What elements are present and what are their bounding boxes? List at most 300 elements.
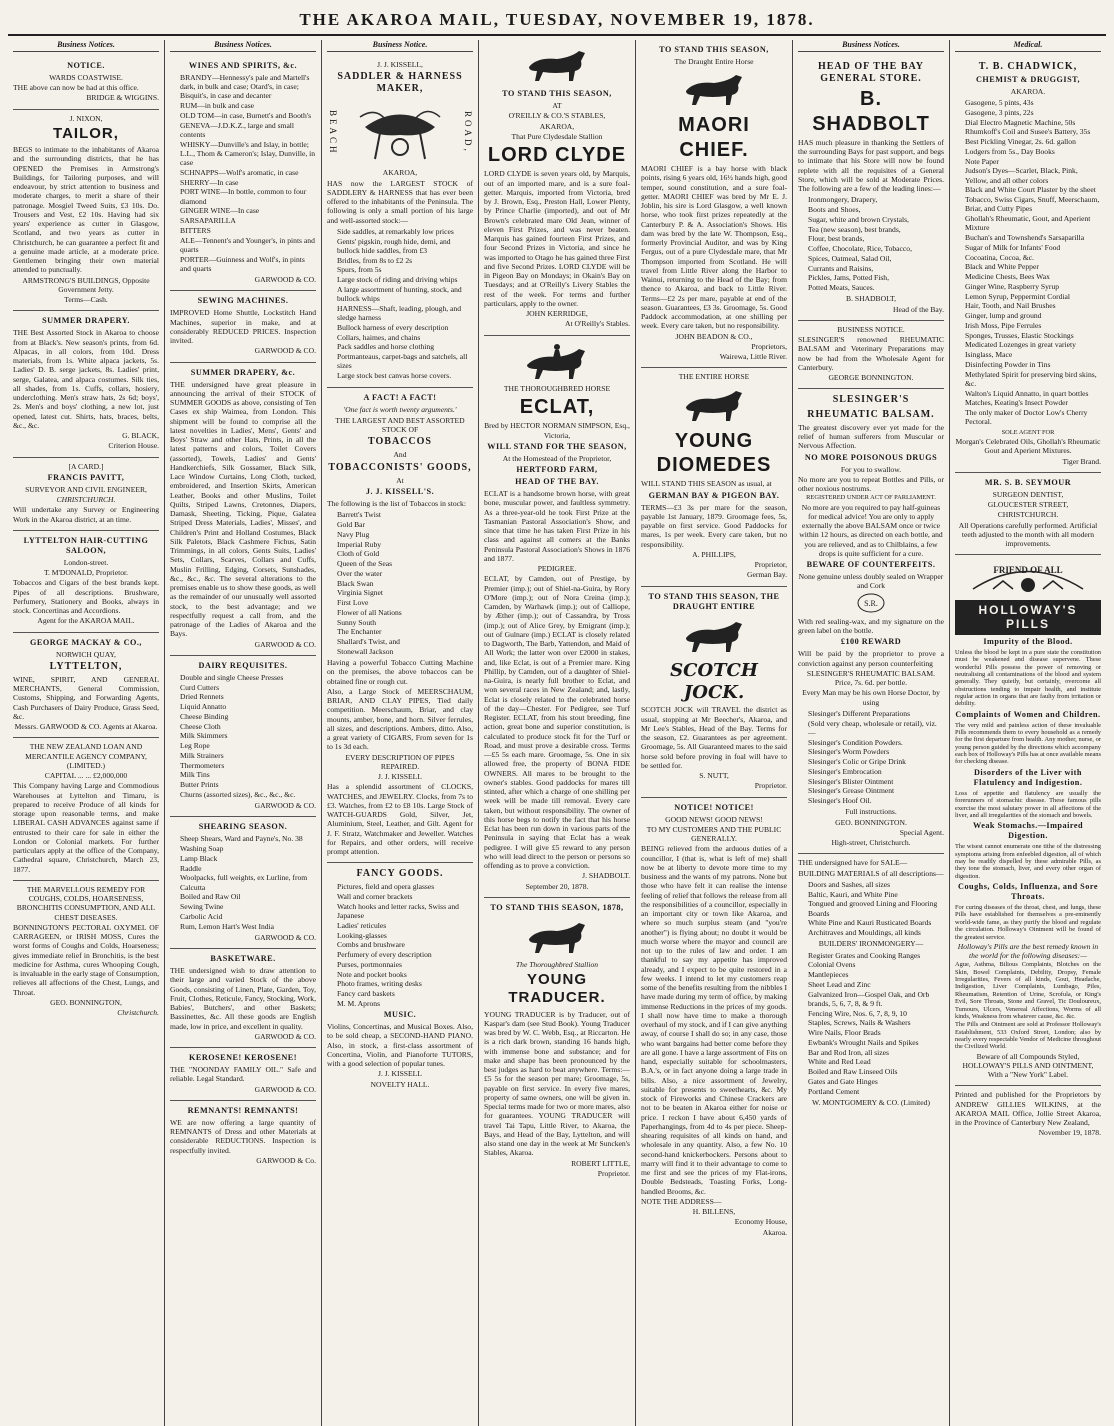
music-title: MUSIC. (383, 1010, 417, 1020)
list-item: Barrett's Twist (337, 510, 381, 520)
list-item: Tongued and grooved Lining and Flooring Boards (808, 899, 938, 918)
ad-body: LORD CLYDE is seven years old, by Marquis, out of an imported mare, and is a sure foal-getter. Marquis, imported from Victoria, bred by J. Brown, Esq., Preston Hall, Lower Plenty, by Prince Charlie (imported), and out of Mr Brown's celebrated mare Old Jean, winner of eleven First Prizes, and was never beaten. Marquis has gained fourteen First Prizes, and four Second Prizes in Victoria, and since he was imported to Otago he has gained three First and five Second Prizes. LORD CLYDE will be in Pigeon Bay on Mondays; in Okain's Bay on Tuesdays; and at O'Reilly's Livery Stables the rest of the week. For terms and further particulars, apply to the owner. (484, 169, 630, 308)
ad-signature: ROBERT LITTLE, (571, 1158, 630, 1168)
ad-title: WINES AND SPIRITS, &c. (188, 60, 298, 70)
side-label-left: BEACH (327, 109, 338, 156)
list-item: Side saddles, at remarkably low prices (337, 226, 454, 236)
ad-title: TAILOR, (53, 124, 119, 142)
list-item: Buchan's and Townshend's Sarsaparilla (965, 233, 1085, 243)
ad-trade: SADDLER & HARNESS MAKER, (337, 71, 463, 95)
ad-role: SURGEON DENTIST, (992, 489, 1064, 499)
list-item: WHISKY—Dunville's and Islay, in bottle; L.L., Thom & Cameron's; Islay, Dunville, in case (180, 139, 316, 167)
ad-title: LYTTELTON HAIR-CUTTING SALOON, (23, 535, 149, 555)
section-heading: Disorders of the Liver with Flatulency and Indigestion. (973, 767, 1083, 787)
tobacco-ad (327, 388, 473, 863)
ad-body: Having a powerful Tobacco Cutting Machine on the premises, the above tobaccos can be obtained fine or rough cut. (327, 658, 473, 686)
tailor-ad (13, 110, 159, 312)
ad-signature: W. MONTGOMERY & CO. (Limited) (812, 1097, 930, 1107)
saddler-ad (327, 56, 473, 389)
list-item: Lemon Syrup, Peppermint Cordial (965, 291, 1071, 301)
tobacco-list (327, 510, 473, 656)
list-item: Disinfecting Powder in Tins (965, 359, 1051, 369)
ad-horse-name: ECLAT, (519, 395, 595, 418)
list-item: Cheese Cloth (180, 721, 221, 731)
ad-and: And (393, 450, 407, 460)
pedigree-body: ECLAT, by Camden, out of Prestige, by Premier (imp.); out of Shiel-na-Guira, by Rory O'More (imp.); out of Nora Creina (imp.); Camden, by Warhawk (imp.); out of Calliope, by Æther (imp.); out of Cassandra, by Tross (imp.); out of Alice Grey, by Emigrant (imp.); out of Gulnare (imp.) ECLAT is closely related to Dagworth, The Barb, Yattendon, and Maid of All Work; the latter won over £2000 in stakes, and, like Eclat, is out of a Premier mare. King Phillip, by Camden, out of a daughter of Shiel-na-Guira, is nearly full brother to Eclat, and won several races in New Zealand; and, lastly, Eclat is closely related to the celebrated horse of the day—Chester. For Pedigree, see Turf Register. ECLAT, from his stout breeding, fine action, great bone and superior constitution, is calculated to produce stock fit for the Turf or Road, and must prove a desirable cross. Terms—£5 5s each mare. Groomage, 5s. One in six allowed free, the property of BONA FIDE OWNERS. All mares to be brought to the owner's stables. Good paddocks for mares till stinted, after which a charge of one shilling per week will be made till removal. Every care taken, but without responsibility. The owner of this horse begs to notify the fact that his horse Eclat has been run down in various parts of the Peninsula in saying that Eclat has a weak pedigree. I will give £5 reward to any person who will lead direct to the person or persons so offending as to prove a conviction. (484, 574, 630, 871)
list-item: Lamp Black (180, 853, 218, 863)
ad-body: BEGS to intimate to the inhabitants of Akaroa and the surrounding districts, that he has OPENED the Premises in Armstrong's Buildings, for Tailoring purposes, and will endeavour, by strict attention to business and moderate charges, to merit a share of their patronage. Mosgiel Tweed Suits, £3 10s. Do. Trousers and Vest, £2 10s. Having had six years' experience as cutter in Glasgow, Scotland, and two years as cutter in Christchurch, he can guarantee a perfect fit and a genuine made article, at a moderate price. Gentlemen bringing their own material attended to punctually. (13, 145, 159, 275)
ad-town: LYTTELTON, (49, 660, 123, 672)
ad-street: GLOUCESTER STREET, (987, 500, 1069, 510)
imprint-body: Printed and published for the Proprietors by ANDREW GILLIES WILKINS, at the AKAROA MAIL Office, Jollie Street Akaroa, in the Province of Canterbury New Zealand, (955, 1090, 1101, 1128)
ad-agent: Agent for the AKAROA MAIL. (37, 616, 135, 626)
ad-role: Proprietors, (751, 341, 787, 351)
ad-body: THE undersigned wish to draw attention to their large and varied Stock of the above Goods, consisting of Linen, Plate, Garden, Toy, Fruit, Clothes, Reticule, Fancy, Stocking, Work, Babies', Butchers', and other Baskets; Bassinettes, &c. All these goods are English made, low in price, and excellent in quality. (170, 966, 316, 1031)
ad-intro: THE undersigned have for SALE— (798, 858, 908, 868)
list-item: Fancy card baskets (337, 989, 395, 999)
list-item: Watch hooks and letter racks, Swiss and Japanese (337, 901, 459, 921)
horse-icon (674, 385, 754, 425)
list-item: Currants and Raisins, (808, 263, 874, 273)
list-item: Double and single Cheese Presses (180, 672, 284, 682)
saddle-icon (355, 97, 445, 167)
list-item: GENEVA—J.D.K.Z., large and small contents (180, 120, 295, 139)
scotch-jock-ad (641, 587, 787, 798)
ad-place: At O'Reilly's Stables. (565, 319, 630, 329)
list-item: Slesinger's Hoof Oil. (808, 796, 872, 806)
horse-icon (674, 69, 754, 109)
ad-signature: J. SHADBOLT. (582, 871, 630, 881)
maori-chief-ad (641, 40, 787, 368)
list-item: Virginia Signet (337, 588, 384, 598)
general-store-ad (798, 56, 944, 321)
ad-name: FRANCIS PAVITT, (47, 472, 125, 482)
section-body: Loss of appetite and flatulency are usually the forerunners of stomachic disease. These famous pills exercise the most salutary power in all affections of the liver, and all irregularities of the stomach and bowels. (955, 789, 1101, 819)
ad-signature: JOHN KERRIDGE, (526, 309, 588, 319)
list-item: Portmanteaus, carpet-bags and satchels, all sizes (337, 352, 468, 371)
ad-address: ARMSTRONG'S BUILDINGS, Opposite Government Jetty. (22, 275, 150, 294)
column-heading: Medical. (955, 40, 1101, 52)
ad-title: BASKETWARE. (210, 954, 276, 963)
list-item: Gasogene, 5 pints, 43s (965, 98, 1034, 108)
summer-drapery-ad (170, 363, 316, 656)
ad-intro: The following is the list of Tobaccos in stock: (327, 499, 466, 508)
list-item: Spices, Oatmeal, Salad Oil, (808, 253, 892, 263)
ad-terms: Terms—Cash. (64, 295, 108, 305)
column-heading: Business Notice. (327, 40, 473, 52)
ad-sub: The Thoroughbred Stallion (515, 959, 599, 969)
ad-title: SHEARING SEASON. (198, 822, 288, 832)
ad-quay: NORWICH QUAY, (56, 649, 116, 659)
ad-title: [A CARD.] (68, 461, 104, 471)
horse-icon (517, 45, 597, 85)
list-item: Raddle (180, 863, 202, 873)
list-item: Note Paper (965, 156, 999, 166)
dairy-list (170, 673, 316, 799)
ad-terms: TERMS—£3 3s per mare for the season, payable 1st January, 1879. Groomage fees, 5s, payable on first service. Good Paddocks for mares, 1s per week. Every care taken, but no responsibility. (641, 502, 787, 549)
list-item: PORT WINE—In bottle, common to four diamond (180, 187, 307, 206)
notice-ad (13, 56, 159, 110)
ad-role: SURVEYOR AND CIVIL ENGINEER, (25, 484, 147, 494)
list-item: M. M. Aprons (337, 998, 381, 1008)
ad-house: Economy House, (734, 1217, 787, 1227)
wines-ad (170, 56, 316, 292)
dairy-ad (170, 656, 316, 818)
list-item: Churns (assorted sizes), &c., &c., &c. (180, 789, 296, 799)
ad-role: Proprietor, (754, 560, 787, 570)
list-item: Colonial Ovens (808, 960, 856, 970)
pipes-body: Also, a Large Stock of MEERSCHAUM, BRIAR, AND CLAY PIPES, Tied daily competition. Meerschaum, Briar, and clay mounts, amber, bone, and horn. Silver ferrules, all sizes, and descriptions. Ambers, ditto. Also, a great variety of CIGARS, From seven for 1s to 1s 3d each. (327, 686, 473, 752)
column-heading: Business Notices. (170, 40, 316, 52)
list-item: Hair, Tooth, and Nail Brushes (965, 301, 1056, 311)
list-item: Slesinger's Condition Powders. (808, 737, 903, 747)
section-heading: Weak Stomachs.—Impaired Digestion. (972, 821, 1084, 841)
ad-where: GERMAN BAY & PIGEON BAY. (648, 490, 780, 500)
list-item: Large stock of riding and driving whips (337, 275, 458, 285)
balsam-ad (798, 389, 944, 854)
list-item: Large stock best canvas horse covers. (337, 371, 452, 381)
list-item: Best Pickling Vinegar, 2s. 6d. gallon (965, 137, 1076, 147)
ad-at: At (396, 475, 404, 485)
ad-body-4: With red sealing-wax, and my signature on the green label on the bottle. (798, 616, 944, 636)
list-item: Dried Rennets (180, 692, 224, 702)
ad-town: AKAROA, (539, 121, 575, 131)
emblem-icon (963, 559, 1093, 595)
ad-farm: HERTFORD FARM, (516, 465, 598, 475)
list-item: Note and pocket books (337, 969, 407, 979)
list-item: Methylated Spirit for preserving bird skins, &c. (965, 369, 1097, 388)
ad-title: HEAD OF THE BAY GENERAL STORE. (817, 60, 925, 84)
ad-body-3: No more are you required to pay half-guineas for medical advice! You are only to apply externally the above BALSAM once or twice within 12 hours, as directed on each bottle, and you are relieved, and as to Chilblains, a few drops is quite sufficient for a cure. (799, 502, 943, 558)
list-item: First Love (337, 598, 369, 607)
section-body: The wisest cannot enumerate one tithe of the distressing symptoms arising from enfeebled digestion, all of which may be readily dispelled by these admirable Pills, as they tone the stomach, liver, and every other organ of digestion. (955, 843, 1101, 880)
list-item: Mantlepieces (808, 970, 849, 980)
list-item: Purses, portmonnaies (337, 959, 402, 969)
list-item: Curd Cutters (180, 682, 220, 692)
store-list (798, 195, 944, 292)
list-item: Milk Strainers (180, 750, 224, 760)
list-item: Gates and Gate Hinges (808, 1076, 878, 1086)
saddle-cut-row (327, 97, 473, 167)
list-item: Register Grates and Cooking Ranges (808, 950, 921, 960)
ad-heading-2: TOBACCONISTS' GOODS, (328, 461, 472, 473)
list-item: Stonewall Jackson (337, 646, 394, 656)
ad-horse-name: YOUNG TRADUCER. (508, 971, 606, 1007)
list-item: Rum, Lemon Hart's West India (180, 921, 275, 931)
ad-hall: NOVELTY HALL. (370, 1079, 430, 1089)
list-item: Boiled and Raw Oil (180, 892, 241, 902)
ad-name: T. B. CHADWICK, (978, 60, 1078, 72)
ad-signature: J. J. KISSELL (378, 1069, 422, 1079)
horse-icon (517, 917, 597, 957)
ad-note: NOTE THE ADDRESS— (641, 1196, 722, 1206)
list-item: Boots and Shoes, (808, 205, 861, 215)
ad-sub: THE LARGEST AND BEST ASSORTED STOCK OF (335, 415, 465, 434)
ad-signature: GARWOOD & CO. (254, 1031, 316, 1041)
ad-proprietor: T. M'DONALD, Proprietor. (43, 568, 129, 578)
ad-signature: H. BILLENS, (692, 1207, 736, 1217)
ad-for: For you to swallow. (840, 464, 902, 474)
ad-bay: HEAD OF THE BAY. (515, 477, 599, 487)
ad-title: DAIRY REQUISITES. (198, 660, 288, 670)
list-item: Medicine Chests, Bees Wax (965, 272, 1050, 282)
ad-signature: GARWOOD & Co. (256, 1155, 316, 1165)
ad-body: BONNINGTON'S PECTORAL OXYMEL OF CARRAGEEN, or IRISH MOSS, Cures the worst forms of Coughs and Colds, Hoarseness; gives immediate relief in Bronchitis, is the best medicine for Asthma, cures Whooping Cough, is invaluable in the early stage of Consumption, relieves all affections of the Chest, Lungs, and Throat. (13, 922, 159, 997)
ad-sub: GOOD NEWS! GOOD NEWS! (665, 814, 763, 824)
ad-signature: GARWOOD & CO. (254, 346, 316, 356)
list-item: ALE—Tennent's and Younger's, in pints and quarts (180, 235, 315, 254)
ad-horse-name: SCOTCH JOCK. (670, 659, 758, 703)
ironmongery-title: BUILDERS' IRONMONGERY— (818, 939, 924, 949)
list-item: Judson's Dyes—Scarlet, Black, Pink, Yellow, and all other colors (965, 166, 1078, 185)
column-6 (793, 40, 950, 1426)
list-item: A large assortment of hunting, stock, and bullock whips (337, 284, 462, 304)
list-item: Imperial Ruby (337, 539, 382, 549)
ad-town: Akaroa. (762, 1227, 787, 1237)
list-item: Washing Soap (180, 844, 224, 853)
ad-body: WINE, SPIRIT, AND GENERAL MERCHANTS, General Commission, Customs, Shipping, and Forwarding Agents, Cash Purchasers of Dairy Produce, Grass Seed, &c. (13, 674, 159, 721)
ad-reward: £100 REWARD (840, 637, 902, 647)
list-item: Butter Prints (180, 780, 219, 789)
list-item: Staples, Screws, Nails & Washers (808, 1018, 911, 1028)
list-item: Leg Rope (180, 741, 210, 750)
list-item: Tobacco, Swiss Cigars, Snuff, Meerschaum, Briar, and Cutty Pipes (965, 195, 1100, 214)
horse-cut (641, 614, 787, 658)
list-item: Pickles, Jams, Potted Fish, (808, 273, 890, 283)
section-heading: Coughs, Colds, Influenza, and Sore Throats. (958, 882, 1098, 902)
ad-address: High-street, Christchurch. (831, 838, 911, 848)
ad-place: Criterion House. (108, 441, 159, 451)
sewing-ad (170, 291, 316, 362)
seal-text: S.R. (864, 598, 878, 608)
ad-agent-body: Morgan's Celebrated Oils, Ghollah's Rheumatic Gout and Aperient Mixtures. (955, 437, 1101, 456)
list-item: Sugar of Milk for Infants' Food (965, 242, 1061, 252)
list-item: PORTER—Guinness and Wolf's, in pints and quarts (180, 254, 305, 273)
ad-place: Head of the Bay. (893, 304, 944, 314)
ad-title: TO STAND THIS SEASON, 1878, (490, 902, 624, 912)
list-item: SARSAPARILLA (180, 216, 236, 225)
list-item: Rhumkoff's Coil and Susee's Battery, 35s (965, 127, 1091, 137)
list-item: Milk Skimmers (180, 731, 228, 741)
mackay-ad (13, 633, 159, 739)
list-item: SHERRY—In case (180, 177, 239, 187)
list-item: Ladies' reticules (337, 920, 387, 930)
ad-name: J. J. KISSELL'S. (365, 487, 435, 496)
list-item: Ginger, lump and ground (965, 311, 1042, 321)
ad-quote: 'One fact is worth twenty arguments.' (343, 405, 457, 415)
ad-title: THE NEW ZEALAND LOAN AND MERCANTILE AGENCY COMPANY, (LIMITED.) (25, 742, 147, 770)
ad-name: B. SHADBOLT (812, 88, 930, 135)
ad-signature: A. PHILLIPS, (692, 549, 736, 559)
ad-role: Special Agent. (899, 827, 944, 837)
list-item: Architraves and Mouldings, all kinds (808, 928, 921, 938)
ad-town: AKAROA, (382, 168, 418, 178)
list-item: Gold Bar (337, 520, 366, 529)
list-item: Sunny South (337, 617, 377, 627)
ad-title: A FACT! A FACT! (363, 393, 437, 403)
list-item: Queen of the Seas (337, 559, 393, 568)
section-body: For curing diseases of the throat, chest, and lungs, these Pills have established for themselves a pre-eminently world-wide fame, as they purify the blood and regulate the circulation. Holloway's Ointment will be found of the greatest service. (955, 904, 1101, 941)
list-item: Lodgers from 5s., Day Books (965, 146, 1055, 156)
list-item: Flour, best brands, (808, 234, 865, 244)
ad-capital: CAPITAL ... ... £2,000,000 (44, 771, 128, 781)
list-item: Sugar, white and brown Crystals, (808, 214, 909, 224)
ad-title: REMNANTS! REMNANTS! (187, 1105, 299, 1115)
ad-body: ECLAT is a handsome brown horse, with great bone, muscular power, and faultless symmetry. As a three-year-old he took First Prize at the Tasmanian Pastoral Association's Show, and since that time he has taken First Prize in his class and against all comers at the Banks Peninsula Pastoral Association's Shows in 1876 and 1877. (484, 489, 630, 563)
remedy-ad (13, 881, 159, 1024)
list-item: Ewbank's Wrought Nails and Spikes (808, 1037, 919, 1047)
ad-body: THE undersigned have great pleasure in announcing the arrival of their STOCK of SUMMER GOODS as above, consisting of Ten Cases ex ship Waimea, from London. This shipment will be found to comprise all the latest novelties in Ladies', Mens', Gents' and Boys' Straw and other Hats, Prints, in all the latest patterns and colors, Toilet Covers (assorted), Towels, Ladies' and Gents' Handkerchiefs, Silk Gossamer, Black Silk, Lace Window Curtains, Long Cloth, tucked, embroidered, and Insertion Skirts, American Leather, Books and other Muslins, Toilet Quilts, Striped Lawns, Cretonnes, Diapers, Damask, Sheeting, Ticking, Pique, Galatea Striped Dress Materials, Ladies', Misses', and Children's Print and Holland Costumes, Black Silk Paletots, Black Cashmere Fichus, Satin Trimmings, in all colors, Gents Suits, Ladies' Sets, Collars, Scarves, Collars and Cuffs, Muslin Frilling, Edging, Corsets, Sunshades, &c., &c., &c. The several alterations to the premises enable us to show these goods, as well as the remainder of our unusually well assorted stock, to the best advantage; and we respectfully request a call from, and the patronage of the Ladies of Akaroa and the Bays. (170, 379, 316, 639)
ad-stand: WILL STAND FOR THE SEASON, (487, 441, 627, 451)
ad-body: IMPROVED Home Shuttle, Lockstitch Hand Machines, superior in make, and at considerably REDUCED PRICES. Inspection invited. (170, 308, 316, 345)
list-item: GINGER WINE—In case (180, 206, 260, 216)
column-5 (636, 40, 793, 1426)
ad-street: London-street. (63, 557, 109, 567)
ad-body: SCOTCH JOCK will TRAVEL the district as usual, stopping at Mr Beecher's, Akaroa, and Mr Lee's Stables, Head of the Bay. Terms for the season, £2. Guarantees as per agreement. Groomage, 5s. All Guaranteed mares to the said horse sold before proving in foal will have to be settled for. (641, 705, 787, 770)
list-item: Spurs, from 5s (337, 265, 382, 275)
list-item: Walton's Liquid Annatto, in quart bottles (965, 388, 1089, 398)
list-item: Black and White Court Plaster by the sheet (965, 185, 1096, 195)
section-heading: Holloway's Pills are the best remedy known in the world for the following diseases:— (957, 941, 1099, 961)
ad-signature: S. NUTT, (699, 771, 729, 781)
list-item: Matches, Keating's Insect Powder (965, 398, 1069, 408)
ad-title: TO STAND THIS SEASON, (502, 89, 612, 98)
list-item: White Pine and Kauri Rusticated Boards (808, 918, 932, 928)
kerosene-ad (170, 1048, 316, 1101)
ad-body: THE Best Assorted Stock in Akaroa to choose from at Black's. New season's prints, from 6d. Alpacas, in all colors, from 10d. Dress materials, from 1s. White alpaca jackets, 5s. Ladies' D. B. serge jackets, 8s. Ladies' print, serge, Galatea, and alpaca costumes. Silk ties, all shades, from 1s. Cuffs, collars, hosiery, underclothing. Men's straw hats, 2s 6d; boys', 2s. Men's and boys' clothing, a new lot, just opened, latest cut. Shirts, hats, braces, belts, &c., &c. (13, 328, 159, 430)
ad-body: Will undertake any Survey or Engineering Work in the Akaroa district, at an time. (13, 505, 159, 524)
ad-signature: GARWOOD & CO. (254, 639, 316, 649)
ad-horse-name: YOUNG DIOMEDES (656, 429, 772, 476)
ad-at: At the Homestead of the Proprietor, (502, 453, 612, 463)
ad-name: MR. S. B. SEYMOUR (984, 477, 1072, 487)
ad-body: SLESINGER'S renowned RHEUMATIC BALSAM and Veterinary Preparations may now be had from the Wholesale Agent for Canterbury. (798, 335, 944, 372)
list-item: Black and White Pepper (965, 262, 1039, 272)
surveyor-card-ad (13, 458, 159, 531)
ad-title: KEROSENE! KEROSENE! (189, 1053, 297, 1062)
list-item: Portland Cement (808, 1086, 860, 1096)
ad-agent-label: SOLE AGENT FOR (1001, 428, 1055, 436)
list-item: Flower of all Nations (337, 607, 402, 617)
ad-body: MAORI CHIEF is a bay horse with black points, rising 6 years old, 16½ hands high, good temper, sound constitution, and a sure foal-getter. MAORI CHIEF was bred by Mr E. J. Joblin, his sire is Lord Glasgow, a well known horse, who took first prizes repeatedly at the Canterbury P. & A. Association's Shows. His dam was bred by the late W. Thompson, Esq., formerly Provincial Auditor, and was by King Fergus, out of a pure Clydesdale mare, that Mr Thompson imported from Scotland. He will travel from Little River along the Harbor to Wainui, returning to the Head of the Bay; from thence to Akaroa, and back to Little River. Terms—£2 2s per mare, payable at end of the season. Guarantees, £3 3s. Groomage, 5s. Good Paddock accommodation, at one shilling per week. Every care taken, but no responsibility. (641, 164, 787, 331)
ad-body: HAS much pleasure in thanking the Settlers of the surrounding Bays for past support, and begs to intimate that his Store will now be found replete with all the requisites of a General Store, which will be sold at Moderate Prices. The following are a few of the leading lines:— (798, 137, 944, 194)
ad-signature: GEO. BONNINGTON, (50, 997, 122, 1007)
ad-body: THE "NOONDAY FAMILY OIL." Safe and reliable. Legal Standard. (170, 1065, 316, 1084)
ad-signature: J. J. KISSELL (378, 772, 422, 781)
ad-place: German Bay. (747, 570, 787, 580)
ad-body-5: Will be paid by the proprietor to prove a conviction against any person counterfeiting (798, 649, 944, 668)
column-heading: Business Notices. (798, 40, 944, 52)
column-1 (8, 40, 165, 1426)
ad-price: SLESINGER'S RHEUMATIC BALSAM. Price, 7s. 6d. per bottle. (806, 668, 936, 688)
ad-body: Tobaccos and Cigars of the best brands kept. Pipes of all descriptions. Brushware, Perfumery, Stationery and Books, always in stock. Concertinas and Accordions. (13, 578, 159, 616)
pedigree-title: PEDIGREE. (537, 564, 577, 574)
ad-horse-name: LORD CLYDE (487, 144, 627, 166)
list-item: Shallard's Twist, and (337, 637, 400, 646)
ad-title: SUMMER DRAPERY. (42, 316, 130, 326)
list-item: OLD TOM—in case, Burnett's and Booth's (180, 110, 312, 120)
eclat-ad (484, 336, 630, 898)
list-item: Bullock harness of every description (337, 322, 449, 332)
ad-signature: GARWOOD & CO. (254, 801, 316, 810)
list-item: Collars, haimes, and chains (337, 332, 421, 342)
preparations-list (798, 709, 944, 806)
chemist-ad (955, 56, 1101, 473)
list-item: Wall and corner brackets (337, 892, 413, 902)
list-item: Gents' pigskin, rough hide, demi, and bullock hide saddles, from £3 (337, 236, 451, 255)
ad-name: J. NIXON, (69, 113, 103, 123)
list-item: Coffee, Chocolate, Rice, Tobacco, (808, 244, 912, 254)
diseases-list: Ague, Asthma, Bilious Complaints, Blotches on the Skin, Bowel Complaints, Debility, Dropsy, Female Irregularities, Fevers of all kinds, Gout, Headache, Indigestion, Liver Complaints, Lumbago, Piles, Rheumatism, Retention of Urine, Scrofula, or King's Evil, Sore Throats, Stone and Gravel, Tic Douloureux, Tumours, Ulcers, Venereal Affections, Worms of all kinds, Weakness from whatever cause, &c. &c. (955, 961, 1101, 1020)
wines-list (170, 73, 316, 273)
ad-doctor: Every Man may be his own Horse Doctor, by using (802, 688, 940, 707)
ad-title: GEORGE MACKAY & CO., (30, 637, 142, 647)
ad-title: SUMMER DRAPERY, &c. (190, 367, 296, 377)
list-item: Carbolic Acid (180, 911, 223, 921)
ad-name: J. J. KISSELL, (377, 59, 423, 69)
ad-signature: G. BLACK, (122, 431, 159, 441)
holloway-banner: HOLLOWAY'S PILLS (955, 600, 1101, 635)
ad-title: NOTICE! NOTICE! (674, 802, 754, 812)
side-label-right: ROAD, (463, 110, 473, 154)
fancy-goods-ad (327, 863, 473, 1095)
saddlery-list (327, 227, 473, 381)
ad-sub: That Pure Clydesdale Stallion (511, 131, 603, 141)
ad-body: BEING relieved from the arduous duties of a councillor, I (that is, what is left of me) shall now be at liberty to devote more time to my business and the wants of my patrons. None but those who have felt it can realise the intense feeling of relief that follows the release from all the responsibilities of a councillor, especially in an important city or town like Akaroa, and where so much surplus steam (and "you're another") is flying about; no doubt it would be much worse where the mayor and council are not up to the rules of law and order. I am thankful to say my appetite has improved already, and I expect to be quite restored in a few weeks. I intend to let my customers reap some of the benefits resulting from the nibbles I have made during my term of office, by making immense Reductions in the prices of my goods. I shall now have time to make a thorough overhaul of my stock, and if I can give anything away, of course I shall do so; in any case, those who want bargains had better come before they are all gone. I have a large assortment of Fits on hand, especially suitable for schoolmasters, B.A.'s, or in fact anyone doing a large trade in bills. Also, a nice assortment of Jewelry, suitable for presents to sweethearts, &c. My stock of Fireworks and Chinese Crackers are not to be beaten in Akaroa either for noise or price. I reckon I have about 6,450 yards of Paperhangings, from 4d to 4s per piece. Sheep-shearing requisites of all kinds on hand, and wholesale in any quantity. Also, a few No. 10 second-hand knickerbockers. Persons about to marry will find it to their advantage to come to me first and see the prices of my Flat-irons, Double Bedsteads, Toasting Forks, Long-handled Brooms, &c. (641, 844, 787, 1196)
list-item: Combs and brushware (337, 940, 405, 950)
list-item: Potted Meats, Sauces. (808, 283, 875, 293)
ad-title: SEWING MACHINES. (197, 296, 289, 306)
ad-beware: BEWARE OF COUNTERFEITS. (806, 560, 936, 570)
list-item: Wire Nails, Floor Brads (808, 1028, 881, 1038)
section-body: The Pills and Ointment are sold at Professor Holloway's Establishment, 533 Oxford Street, London; also by nearly every respectable Vendor of Medicine throughout the Civilized World. (955, 1021, 1101, 1051)
ad-title: FANCY GOODS. (356, 868, 444, 880)
list-item: Cheese Binding (180, 711, 229, 721)
remnants-ad (170, 1101, 316, 1171)
list-item: BITTERS (180, 225, 211, 235)
ad-trade: CHEMIST & DRUGGIST, (975, 74, 1081, 84)
list-item: Slesinger's Embrocation (808, 766, 882, 776)
ad-subtitle: WARDS COASTWISE. (49, 72, 123, 82)
masthead: THE AKAROA MAIL, TUESDAY, NOVEMBER 19, 1878. (8, 10, 1106, 36)
ad-heading: TOBACCOS (368, 436, 432, 448)
ad-signature: JOHN BEADON & CO., (675, 331, 753, 341)
nz-loan-ad (13, 738, 159, 881)
ad-sub: The Draught Entire Horse (674, 57, 754, 66)
horse-cut (484, 43, 630, 87)
horse-icon (674, 616, 754, 656)
list-item: Slesinger's Blister Ointment (808, 776, 894, 786)
list-item: The only maker of Doctor Low's Cherry Pectoral. (965, 408, 1088, 427)
section-heading: Complaints of Women and Children. (955, 709, 1101, 719)
ad-town: AKAROA. (1010, 86, 1046, 96)
ad-instructions: Full instructions. (845, 807, 897, 817)
seal-icon (856, 592, 886, 614)
list-item: Bar and Rod Iron, all sizes (808, 1047, 889, 1057)
list-item: Woolpacks, full weights, ex Lurline, from Calcutta (180, 873, 308, 892)
ad-body: HAS now the LARGEST STOCK of SADDLERY & HARNESS that has ever been offered to the inhabitants of the Peninsula. The following is only a small portion of his large and well-assorted stock:— (327, 178, 473, 225)
pipes-repair: EVERY DESCRIPTION OF PIPES REPAIRED. (345, 752, 455, 771)
ad-title: TO STAND THIS SEASON, (659, 45, 769, 54)
ad-signature: GARWOOD & CO. (254, 932, 316, 942)
horse-rider-cut (484, 339, 630, 383)
list-item: Sewing Twine (180, 902, 224, 911)
holloway-ad (955, 555, 1101, 1086)
list-item: Gasogene, 3 pints, 22s (965, 107, 1034, 117)
list-item: Fencing Wire, Nos. 6, 7, 8, 9, 10 (808, 1008, 907, 1018)
materials-list (798, 880, 944, 938)
drapery-ad (13, 311, 159, 457)
